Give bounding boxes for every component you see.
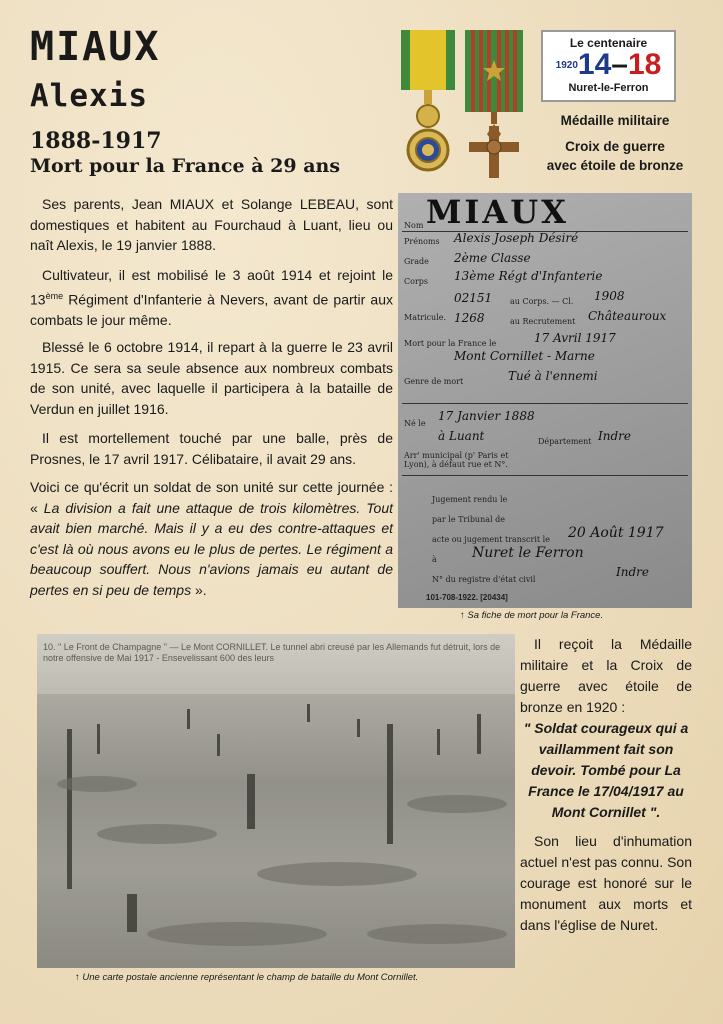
para5-quote: La division a fait une attaque de trois kilomètres. Tout avait bien marché. Mais il y a eu des contre-attaques et c'est là où nous avons eu le plus de pertes. Le régiment a beaucoup souffert. Nous n'avions jamais eu autant de pertes en si peu de temps bbox=[30, 499, 393, 598]
centenaire-18: 18 bbox=[627, 48, 662, 81]
paragraph-blesse-text: Blessé le 6 octobre 1914, il repart à la guerre le 23 avril 1915. Ce sera sa seule absence aux nombreux combats de son unité, avec laquelle il participera à la bataille de Verdun en juillet 1916. bbox=[30, 339, 393, 417]
fiche-caption: ↑ Sa fiche de mort pour la France. bbox=[460, 610, 604, 621]
fiche-value-num-recr: 1268 bbox=[454, 311, 485, 325]
paragraph-temoignage bbox=[30, 477, 393, 600]
postcard-title: 10. " Le Front de Champagne " — Le Mont CORNILLET. Le tunnel abri creusé par les Allemands fut détruit, lors de notre offensive de Mai 1917 - Ensevelissant 600 des leurs bbox=[43, 642, 501, 663]
paragraph-blesse bbox=[30, 337, 393, 419]
paragraph-medals-text: Il reçoit la Médaille militaire et la Croix de guerre avec étoile de bronze en 1920 : bbox=[520, 636, 692, 715]
fiche-footer: 101-708-1922. [20434] bbox=[426, 593, 508, 602]
fiche-label-departement: Département bbox=[538, 437, 592, 446]
medaille-militaire-icon bbox=[398, 30, 458, 175]
fiche-value-mort: 17 Avril 1917 bbox=[534, 331, 616, 345]
paragraph-mort bbox=[30, 428, 393, 469]
medal-caption-1: Médaille militaire bbox=[560, 113, 670, 128]
centenaire-bottom: Nuret-le-Ferron bbox=[568, 82, 649, 95]
fiche-name: MIAUX bbox=[426, 193, 569, 231]
fiche-rule-3 bbox=[402, 475, 688, 476]
fiche-label-corps: Corps bbox=[404, 277, 428, 286]
centenaire-logo bbox=[541, 30, 676, 102]
surname-title: MIAUX bbox=[30, 24, 161, 70]
fiche-value-departement: Indre bbox=[598, 429, 631, 443]
fiche-label-transcrit: acte ou jugement transcrit le bbox=[432, 535, 550, 544]
fiche-label-jugement: Jugement rendu le bbox=[432, 495, 508, 504]
fiche-label-nom: Nom bbox=[404, 221, 424, 230]
fiche-value-corps: 13ème Régt d'Infanterie bbox=[454, 269, 603, 283]
croix-de-guerre-icon bbox=[465, 30, 525, 180]
fiche-label-prenoms: Prénoms bbox=[404, 237, 440, 246]
centenaire-14: 14 bbox=[577, 48, 612, 81]
firstname-title: Alexis bbox=[30, 78, 148, 114]
fiche-value-lieu: Mont Cornillet - Marne bbox=[454, 349, 595, 363]
fiche-label-arr: Arr' municipal (p' Paris et Lyon), à défaut rue et N°. bbox=[404, 451, 509, 469]
fiche-mort-image bbox=[398, 193, 692, 608]
centenaire-years bbox=[543, 48, 674, 81]
medal-caption-3: avec étoile de bronze bbox=[546, 158, 684, 173]
para2-sup: ème bbox=[45, 290, 64, 301]
para5-intro: Voici ce qu'écrit un soldat de son unité sur cette journée : « bbox=[30, 479, 393, 516]
paragraph-inhumation-text: Son lieu d'inhumation actuel n'est pas connu. Son courage est honoré sur le monument aux morts et dans l'église de Nuret. bbox=[520, 833, 692, 933]
fiche-value-a: Nuret le Ferron bbox=[472, 545, 584, 561]
paragraph-mort-text: Il est mortellement touché par une balle, près de Prosnes, le 17 avril 1917. Célibataire, il avait 29 ans. bbox=[30, 430, 393, 467]
paragraph-mobilisation bbox=[30, 265, 393, 330]
para2-after: Régiment d'Infanterie à Nevers, avant de partir aux combats le jour même. bbox=[30, 291, 393, 328]
battlefield-drawing bbox=[37, 634, 515, 968]
fiche-label-matricule: Matricule. bbox=[404, 313, 447, 322]
fiche-label-corps-no: au Corps. — Cl. bbox=[510, 297, 574, 306]
fiche-value-dept2: Indre bbox=[616, 565, 649, 579]
centenaire-small: 1920 bbox=[555, 60, 578, 72]
centenaire-dash: – bbox=[611, 48, 628, 81]
fiche-value-recr: Châteauroux bbox=[588, 309, 667, 323]
fiche-label-registre: N° du registre d'état civil bbox=[432, 575, 536, 584]
battlefield-postcard-image bbox=[37, 634, 515, 968]
para5-outro: ». bbox=[191, 581, 207, 598]
para2-before: Cultivateur, il est mobilisé le 3 août 1914 et rejoint le 13 bbox=[30, 267, 393, 308]
paragraph-parents bbox=[30, 194, 393, 256]
fiche-value-num-corps: 02151 bbox=[454, 291, 493, 305]
fiche-rule-2 bbox=[402, 403, 688, 404]
centenaire-top: Le centenaire bbox=[569, 36, 648, 50]
fiche-label-recrutement: au Recrutement bbox=[510, 317, 576, 326]
citation-quote: " Soldat courageux qui a vaillamment fait son devoir. Tombé pour La France le 17/04/1917 au Mont Cornillet ". bbox=[523, 720, 689, 820]
life-years: 1888-1917 bbox=[30, 128, 162, 154]
fiche-label-ne: Né le bbox=[404, 419, 426, 428]
fiche-value-transcrit: 20 Août 1917 bbox=[568, 525, 664, 541]
fiche-value-ne: 17 Janvier 1888 bbox=[438, 409, 535, 423]
fiche-label-a: à bbox=[432, 555, 437, 564]
fiche-label-tribunal: par le Tribunal de bbox=[432, 515, 505, 524]
medal-caption-2: Croix de guerre bbox=[565, 139, 665, 154]
postcard-caption: ↑ Une carte postale ancienne représentant le champ de bataille du Mont Cornillet. bbox=[75, 972, 419, 983]
fiche-value-grade: 2ème Classe bbox=[454, 251, 531, 265]
fiche-label-grade: Grade bbox=[404, 257, 429, 266]
death-subtitle: Mort pour la France à 29 ans bbox=[30, 155, 341, 177]
fiche-value-genre: Tué à l'ennemi bbox=[508, 369, 598, 383]
fiche-label-genre: Genre de mort bbox=[404, 377, 464, 386]
paragraph-parents-text: Ses parents, Jean MIAUX et Solange LEBEAU, sont domestiques et habitent au Fourchaud à Luant, lieu ou naît Alexis, le 19 janvier 1888. bbox=[30, 196, 393, 253]
paragraph-medals bbox=[520, 634, 692, 718]
fiche-label-mort: Mort pour la France le bbox=[404, 339, 497, 348]
fiche-value-classe: 1908 bbox=[594, 289, 625, 303]
fiche-value-lieu-naiss: à Luant bbox=[438, 429, 485, 443]
paragraph-inhumation bbox=[520, 831, 692, 936]
fiche-value-prenoms: Alexis Joseph Désiré bbox=[454, 231, 579, 245]
